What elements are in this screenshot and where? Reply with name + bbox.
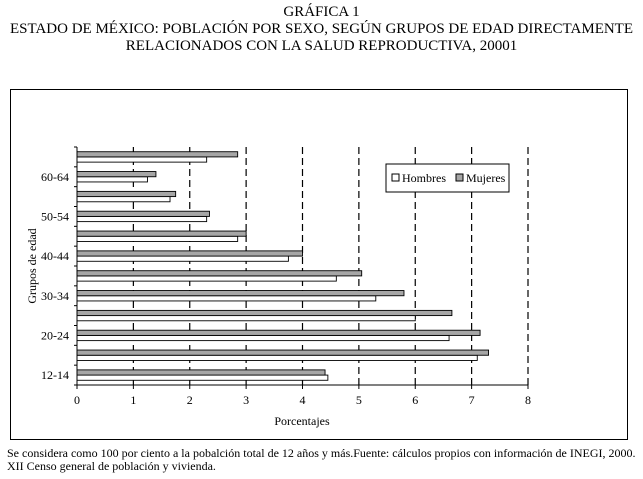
- y-tick-label: 30-34: [41, 288, 69, 303]
- footnote-line2: XII Censo general de población y vivienda.: [7, 459, 216, 473]
- bar-hombres-60-64: [77, 177, 147, 182]
- x-tick-label: 6: [412, 393, 419, 407]
- bar-mujeres-65-: [77, 152, 238, 157]
- x-tick-label: 1: [130, 393, 137, 407]
- bar-hombres-55-59: [77, 197, 170, 202]
- chart-title-line1: ESTADO DE MÉXICO: POBLACIÓN POR SEXO, SEGÚN GRUPOS DE EDAD DIRECTAMENTE: [9, 21, 634, 37]
- x-axis-label: Porcentajes: [274, 414, 330, 428]
- bar-mujeres-20-24: [77, 330, 480, 335]
- legend[interactable]: [386, 164, 509, 192]
- bar-hombres-50-54: [77, 216, 207, 221]
- y-tick-label: 50-54: [41, 209, 69, 224]
- bar-mujeres-12-14: [77, 370, 325, 375]
- legend-label-hombres: Hombres: [402, 171, 446, 185]
- footnote-line1: Se considera como 100 por ciento a la pobalción total de 12 años y más.Fuente: cálculos propios con información de INEGI, 2000.: [7, 446, 636, 460]
- bar-hombres-20-24: [77, 335, 449, 340]
- bar-hombres-15-19: [77, 355, 477, 360]
- x-tick-label: 2: [186, 393, 193, 407]
- bar-hombres-30-34: [77, 296, 376, 301]
- x-tick-label: 7: [468, 393, 475, 407]
- bar-hombres-25-29: [77, 316, 415, 321]
- y-tick-label: 60-64: [41, 169, 69, 184]
- y-axis-label: Grupos de edad: [25, 228, 39, 304]
- x-tick-label: 8: [525, 393, 531, 407]
- y-tick-label: 40-44: [41, 249, 69, 264]
- chart-title-line2: RELACIONADOS CON LA SALUD REPRODUCTIVA, 20001: [125, 38, 518, 54]
- x-tick-label: 3: [243, 393, 250, 407]
- bar-hombres-65-: [77, 157, 207, 162]
- y-tick-label: 20-24: [41, 328, 69, 343]
- bar-hombres-12-14: [77, 375, 328, 380]
- bar-mujeres-55-59: [77, 191, 176, 196]
- bar-mujeres-40-44: [77, 251, 303, 256]
- x-tick-label: 5: [355, 393, 362, 407]
- chart-number: GRÁFICA 1: [283, 4, 360, 20]
- bar-mujeres-15-19: [77, 350, 489, 355]
- legend-swatch-hombres: [392, 174, 399, 181]
- bar-hombres-35-39: [77, 276, 336, 281]
- y-tick-label: 12-14: [41, 368, 69, 383]
- bar-mujeres-50-54: [77, 211, 209, 216]
- legend-swatch-mujeres: [456, 174, 463, 181]
- legend-label-mujeres: Mujeres: [466, 171, 506, 185]
- bar-mujeres-30-34: [77, 291, 404, 296]
- x-tick-label: 4: [299, 393, 306, 407]
- bar-mujeres-45-49: [77, 231, 246, 236]
- bar-mujeres-25-29: [77, 310, 452, 315]
- bar-mujeres-60-64: [77, 172, 156, 177]
- bar-hombres-45-49: [77, 236, 238, 241]
- bar-hombres-40-44: [77, 256, 288, 261]
- x-tick-label: 0: [74, 393, 80, 407]
- bar-mujeres-35-39: [77, 271, 362, 276]
